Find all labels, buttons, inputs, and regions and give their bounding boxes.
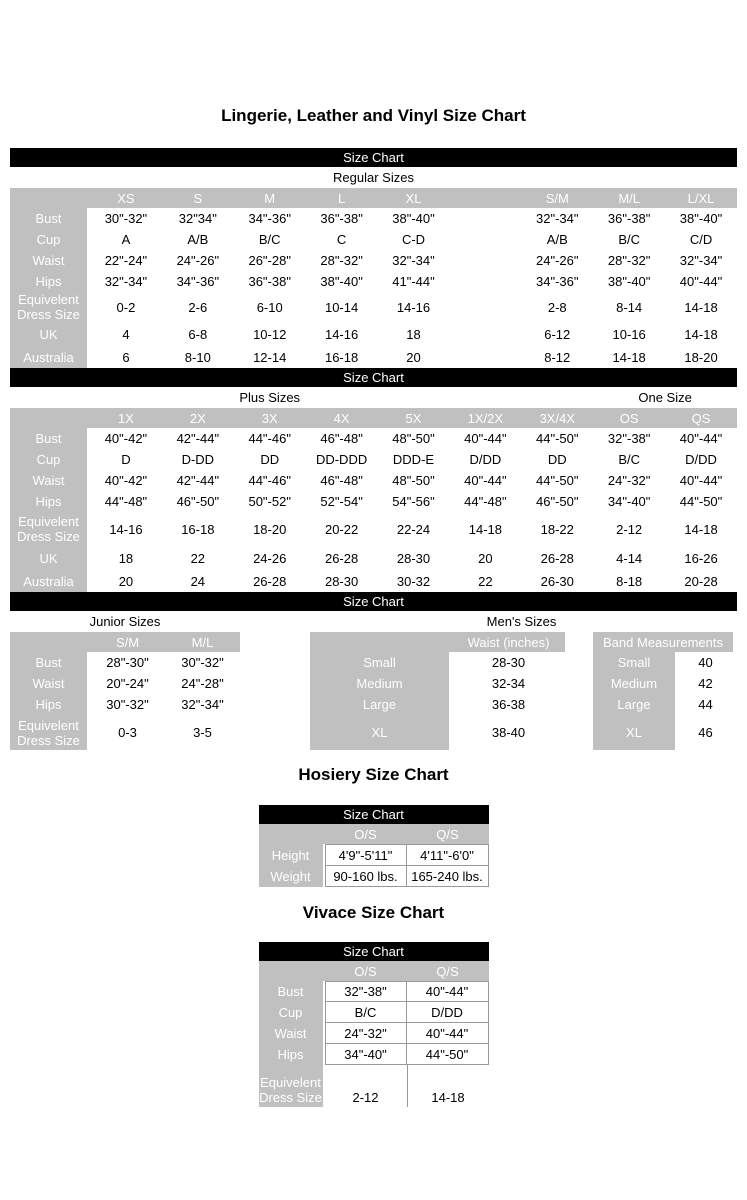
regular-cell: 34"-36" [234, 208, 306, 229]
plus-cell: 4-14 [593, 546, 665, 571]
regular-cell: 36"-38" [234, 271, 306, 292]
plus-cell: D/DD [665, 449, 737, 470]
regular-cell: 32"-34" [378, 250, 450, 271]
plus-cell: 28-30 [378, 546, 450, 571]
plus-cell: 44"-50" [665, 491, 737, 512]
regular-cell: 41"-44" [378, 271, 450, 292]
plus-row-label: Hips [10, 491, 90, 512]
vivace-banner [259, 942, 489, 961]
mens-band-header: Band Measurements [593, 632, 733, 652]
regular-cell: 10-12 [234, 322, 306, 347]
plus-column-header: 3X/4X [521, 408, 593, 428]
junior-cell: 30"-32" [90, 694, 165, 715]
junior-sizes-subtitle: Junior Sizes [89, 614, 161, 629]
regular-cell: 38"-40" [665, 208, 737, 229]
size-chart-banner-junior-mens [10, 592, 737, 611]
mens-waist-table [310, 632, 565, 750]
banner-label: Size Chart [343, 944, 404, 959]
plus-cell: 42"-44" [162, 428, 234, 449]
junior-column-header: S/M [90, 632, 165, 652]
junior-cell: 30"-32" [165, 652, 240, 673]
regular-column-header: XS [90, 188, 162, 208]
plus-cell: 26-28 [306, 546, 378, 571]
regular-cell: 34"-36" [162, 271, 234, 292]
regular-column-header: M/L [593, 188, 665, 208]
regular-cell: B/C [234, 229, 306, 250]
vivace-cell: D/DD [407, 1002, 489, 1023]
banner-label: Size Chart [343, 594, 404, 609]
plus-column-header: 2X [162, 408, 234, 428]
plus-cell: 44"-46" [234, 428, 306, 449]
junior-cell: 20"-24" [90, 673, 165, 694]
plus-column-header: 1X [90, 408, 162, 428]
regular-cell: 14-16 [378, 292, 450, 322]
plus-cell: 30-32 [378, 571, 450, 592]
plus-cell: 52"-54" [306, 491, 378, 512]
junior-column-header: M/L [165, 632, 240, 652]
hosiery-header-corner [259, 824, 325, 844]
regular-cell: A [90, 229, 162, 250]
regular-cell: 14-18 [593, 347, 665, 368]
regular-cell: 38"-40" [593, 271, 665, 292]
plus-cell: 32"-38" [593, 428, 665, 449]
mens-band-cell: 42 [678, 673, 733, 694]
regular-cell: 38"-40" [306, 271, 378, 292]
plus-cell: 20-22 [306, 512, 378, 546]
mens-band-row-label: XL [593, 715, 678, 750]
regular-cell: 12-14 [234, 347, 306, 368]
regular-cell: 36"-38" [593, 208, 665, 229]
plus-cell: 26-28 [234, 571, 306, 592]
vivace-cell: 14-18 [407, 1065, 489, 1107]
mens-band-cell: 44 [678, 694, 733, 715]
regular-cell: 0-2 [90, 292, 162, 322]
plus-sizes-subtitle: Plus Sizes [239, 390, 301, 405]
plus-cell: 40"-44" [449, 470, 521, 491]
plus-cell: 20 [90, 571, 162, 592]
junior-mens-tables [10, 632, 737, 750]
mens-waist-cell: 38-40 [452, 715, 565, 750]
plus-cell: 46"-50" [162, 491, 234, 512]
regular-cell: C [306, 229, 378, 250]
hosiery-cell: 165-240 lbs. [407, 866, 489, 887]
hosiery-row-label: Height [259, 844, 325, 866]
mens-waist-row-label: Medium [310, 673, 452, 694]
plus-cell: 22-24 [378, 512, 450, 546]
regular-row-label: Waist [10, 250, 90, 271]
plus-sizes-table [10, 408, 737, 592]
regular-column-header: L [306, 188, 378, 208]
regular-cell: A/B [162, 229, 234, 250]
regular-cell: 4 [90, 322, 162, 347]
regular-column-header: S [162, 188, 234, 208]
regular-sizes-section [10, 148, 737, 368]
mens-band-cell: 40 [678, 652, 733, 673]
regular-cell [449, 271, 521, 292]
plus-row-label: Cup [10, 449, 90, 470]
mens-waist-header-corner [310, 632, 452, 652]
regular-cell: 30"-32" [90, 208, 162, 229]
mens-waist-row-label: Small [310, 652, 452, 673]
plus-cell: 40"-42" [90, 470, 162, 491]
mens-band-row-label: Large [593, 694, 678, 715]
plus-header-corner [10, 408, 90, 428]
hosiery-cell: 4'11"-6'0" [407, 844, 489, 866]
plus-cell: 18-20 [234, 512, 306, 546]
plus-cell: 16-26 [665, 546, 737, 571]
plus-cell: DD [234, 449, 306, 470]
junior-cell: 3-5 [165, 715, 240, 750]
regular-row-label: Bust [10, 208, 90, 229]
banner-label: Size Chart [343, 150, 404, 165]
regular-cell: 2-8 [521, 292, 593, 322]
plus-cell: 40"-44" [449, 428, 521, 449]
hosiery-cell: 4'9"-5'11" [325, 844, 407, 866]
regular-cell: 26"-28" [234, 250, 306, 271]
size-chart-banner-plus [10, 368, 737, 387]
plus-column-header: OS [593, 408, 665, 428]
vivace-column-header: Q/S [407, 961, 489, 981]
mens-sizes-subtitle: Men's Sizes [486, 614, 557, 629]
vivace-row-label: Cup [259, 1002, 325, 1023]
regular-cell: 38"-40" [378, 208, 450, 229]
regular-row-label: Cup [10, 229, 90, 250]
plus-cell: 14-18 [665, 512, 737, 546]
junior-row-label: Equivelent Dress Size [10, 715, 90, 750]
plus-cell: 26-30 [521, 571, 593, 592]
regular-cell: 32"-34" [521, 208, 593, 229]
regular-cell: 28"-32" [306, 250, 378, 271]
vivace-column-header: O/S [325, 961, 407, 981]
plus-cell: 40"-42" [90, 428, 162, 449]
plus-cell: 24"-32" [593, 470, 665, 491]
plus-cell: 28-30 [306, 571, 378, 592]
plus-cell: 18-22 [521, 512, 593, 546]
vivace-cell: 32"-38" [325, 981, 407, 1002]
vivace-title: Vivace Size Chart [302, 903, 445, 922]
regular-cell [449, 347, 521, 368]
mens-band-cell: 46 [678, 715, 733, 750]
regular-cell: B/C [593, 229, 665, 250]
vivace-row-label: Hips [259, 1044, 325, 1065]
hosiery-title: Hosiery Size Chart [298, 765, 449, 784]
regular-cell: 6-8 [162, 322, 234, 347]
banner-label: Size Chart [343, 807, 404, 822]
regular-column-header: XL [378, 188, 450, 208]
regular-cell: 6-10 [234, 292, 306, 322]
vivace-cell: 40"-44" [407, 1023, 489, 1044]
regular-cell [449, 229, 521, 250]
plus-row-label: Waist [10, 470, 90, 491]
regular-cell: 40"-44" [665, 271, 737, 292]
plus-column-header: 4X [306, 408, 378, 428]
junior-sizes-table [10, 632, 240, 750]
vivace-row-label: Bust [259, 981, 325, 1002]
junior-header-corner [10, 632, 90, 652]
regular-cell: 22"-24" [90, 250, 162, 271]
plus-cell: 18 [90, 546, 162, 571]
vivace-cell: 24"-32" [325, 1023, 407, 1044]
regular-cell: 32"-34" [90, 271, 162, 292]
regular-cell: 8-10 [162, 347, 234, 368]
regular-sizes-subtitle: Regular Sizes [333, 170, 414, 185]
plus-cell: 44"-46" [234, 470, 306, 491]
mens-waist-cell: 28-30 [452, 652, 565, 673]
vivace-row-label: Equivelent Dress Size [259, 1065, 325, 1107]
plus-sizes-section [10, 368, 737, 592]
plus-cell: D [90, 449, 162, 470]
vivace-header-corner [259, 961, 325, 981]
regular-cell: 6-12 [521, 322, 593, 347]
regular-column-header: S/M [521, 188, 593, 208]
plus-cell: 46"-48" [306, 428, 378, 449]
mens-waist-cell: 32-34 [452, 673, 565, 694]
plus-cell: 48"-50" [378, 470, 450, 491]
regular-cell: 34"-36" [521, 271, 593, 292]
plus-cell: 20-28 [665, 571, 737, 592]
junior-cell: 0-3 [90, 715, 165, 750]
junior-row-label: Hips [10, 694, 90, 715]
plus-cell: 26-28 [521, 546, 593, 571]
regular-cell [449, 208, 521, 229]
plus-cell: 24 [162, 571, 234, 592]
junior-cell: 24"-28" [165, 673, 240, 694]
vivace-cell: 44"-50" [407, 1044, 489, 1065]
regular-cell: 2-6 [162, 292, 234, 322]
plus-row-label: Bust [10, 428, 90, 449]
plus-cell: 44"-48" [449, 491, 521, 512]
mens-waist-header: Waist (inches) [452, 632, 565, 652]
regular-cell: 14-18 [665, 292, 737, 322]
regular-cell: 8-12 [521, 347, 593, 368]
one-size-subtitle: One Size [638, 390, 692, 405]
plus-cell: 46"-48" [306, 470, 378, 491]
plus-cell: 42"-44" [162, 470, 234, 491]
vivace-chart [259, 942, 489, 1107]
plus-cell: 40"-44" [665, 470, 737, 491]
regular-cell: 28"-32" [593, 250, 665, 271]
mens-waist-row-label: Large [310, 694, 452, 715]
plus-cell: 44"-50" [521, 470, 593, 491]
regular-cell: 6 [90, 347, 162, 368]
mens-waist-row-label: XL [310, 715, 452, 750]
regular-cell [449, 322, 521, 347]
plus-column-header: 5X [378, 408, 450, 428]
plus-cell: 16-18 [162, 512, 234, 546]
plus-cell: 14-16 [90, 512, 162, 546]
plus-cell: 44"-50" [521, 428, 593, 449]
plus-cell: D/DD [449, 449, 521, 470]
regular-cell: A/B [521, 229, 593, 250]
regular-row-label: Australia [10, 347, 90, 368]
regular-cell: 24"-26" [521, 250, 593, 271]
regular-cell: 10-16 [593, 322, 665, 347]
plus-cell: 40"-44" [665, 428, 737, 449]
mens-band-row-label: Small [593, 652, 678, 673]
plus-cell: DD-DDD [306, 449, 378, 470]
plus-cell: 24-26 [234, 546, 306, 571]
junior-mens-section [10, 592, 737, 750]
hosiery-chart [259, 805, 489, 887]
regular-cell: 10-14 [306, 292, 378, 322]
plus-column-header: 1X/2X [449, 408, 521, 428]
regular-cell: 18 [378, 322, 450, 347]
plus-cell: 22 [162, 546, 234, 571]
hosiery-cell: 90-160 lbs. [325, 866, 407, 887]
plus-cell: D-DD [162, 449, 234, 470]
plus-cell: 46"-50" [521, 491, 593, 512]
regular-cell [449, 292, 521, 322]
regular-row-label: UK [10, 322, 90, 347]
plus-column-header: 3X [234, 408, 306, 428]
hosiery-row-label: Weight [259, 866, 325, 887]
vivace-row-label: Waist [259, 1023, 325, 1044]
plus-row-label: Australia [10, 571, 90, 592]
junior-mens-subtitle-row [10, 611, 737, 632]
vivace-table [259, 961, 489, 1107]
plus-cell: 22 [449, 571, 521, 592]
regular-cell: 14-16 [306, 322, 378, 347]
regular-column-header [449, 188, 521, 208]
regular-column-header: M [234, 188, 306, 208]
vivace-cell: 40"-44" [407, 981, 489, 1002]
vivace-cell: B/C [325, 1002, 407, 1023]
regular-cell: 18-20 [665, 347, 737, 368]
plus-row-label: UK [10, 546, 90, 571]
plus-cell: 34"-40" [593, 491, 665, 512]
plus-cell: 20 [449, 546, 521, 571]
plus-cell: 2-12 [593, 512, 665, 546]
size-chart-banner-regular [10, 148, 737, 167]
hosiery-column-header: Q/S [407, 824, 489, 844]
plus-cell: 50"-52" [234, 491, 306, 512]
regular-row-label: Hips [10, 271, 90, 292]
mens-band-row-label: Medium [593, 673, 678, 694]
regular-sizes-table [10, 188, 737, 368]
plus-cell: 8-18 [593, 571, 665, 592]
plus-cell: 44"-48" [90, 491, 162, 512]
junior-cell: 28"-30" [90, 652, 165, 673]
regular-column-header: L/XL [665, 188, 737, 208]
plus-cell: 48"-50" [378, 428, 450, 449]
plus-cell: 54"-56" [378, 491, 450, 512]
junior-cell: 32"-34" [165, 694, 240, 715]
regular-cell: 16-18 [306, 347, 378, 368]
hosiery-table [259, 824, 489, 887]
regular-cell: 36"-38" [306, 208, 378, 229]
plus-cell: 14-18 [449, 512, 521, 546]
page-title: Lingerie, Leather and Vinyl Size Chart [221, 106, 526, 125]
plus-cell: B/C [593, 449, 665, 470]
regular-header-corner [10, 188, 90, 208]
mens-band-table [593, 632, 733, 750]
regular-cell: C-D [378, 229, 450, 250]
plus-column-header: QS [665, 408, 737, 428]
regular-cell: 24"-26" [162, 250, 234, 271]
mens-waist-cell: 36-38 [452, 694, 565, 715]
junior-row-label: Waist [10, 673, 90, 694]
hosiery-column-header: O/S [325, 824, 407, 844]
regular-row-label: Equivelent Dress Size [10, 292, 90, 322]
plus-cell: DD [521, 449, 593, 470]
regular-cell: 32"34" [162, 208, 234, 229]
regular-cell [449, 250, 521, 271]
regular-cell: 8-14 [593, 292, 665, 322]
plus-cell: DDD-E [378, 449, 450, 470]
banner-label: Size Chart [343, 370, 404, 385]
regular-cell: 14-18 [665, 322, 737, 347]
hosiery-banner [259, 805, 489, 824]
regular-cell: 20 [378, 347, 450, 368]
regular-cell: 32"-34" [665, 250, 737, 271]
junior-row-label: Bust [10, 652, 90, 673]
vivace-cell: 2-12 [325, 1065, 407, 1107]
regular-cell: C/D [665, 229, 737, 250]
plus-one-size-subtitle-row [10, 387, 737, 408]
plus-row-label: Equivelent Dress Size [10, 512, 90, 546]
vivace-cell: 34"-40" [325, 1044, 407, 1065]
